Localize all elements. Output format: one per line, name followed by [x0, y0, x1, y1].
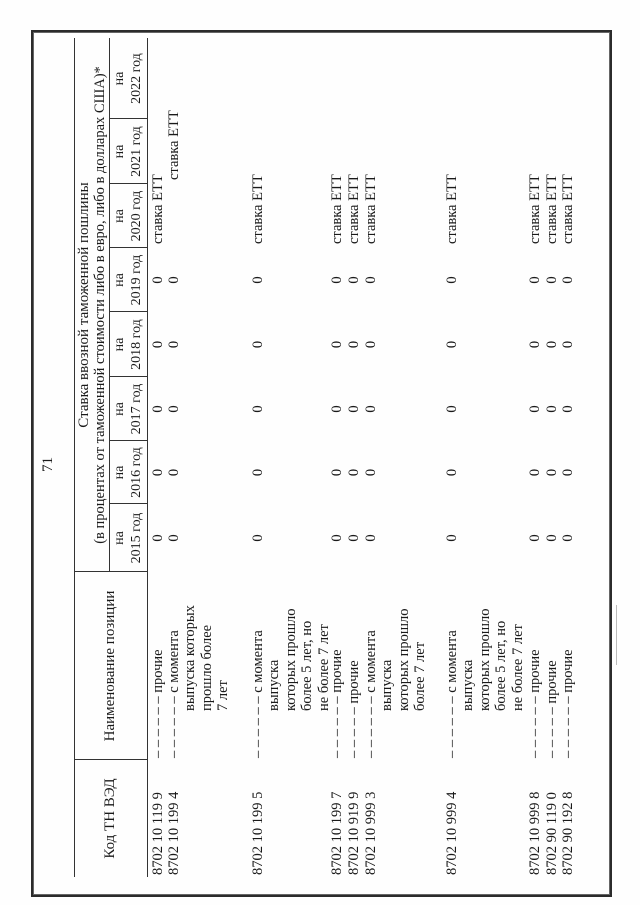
- row-name-line: – – – – – – прочие: [150, 649, 166, 758]
- row-rate-value: 0: [166, 276, 182, 284]
- row-rate-value: 0: [166, 405, 182, 413]
- row-name-line: не более 7 лет: [315, 624, 332, 711]
- row-rate-value: 0: [329, 340, 345, 349]
- row-rate-value: 0: [346, 468, 362, 477]
- row-code: 8702 10 199 4: [166, 791, 182, 875]
- row-name-line: которых прошло: [395, 608, 412, 711]
- row-rate-value: 0: [544, 340, 560, 349]
- row-rate-value: 0: [544, 405, 560, 413]
- row-name-line: выпуска: [379, 659, 396, 711]
- row-rate-value: 0: [527, 468, 543, 477]
- header-bottom-rule: [147, 38, 148, 877]
- row-rate-value: 0: [363, 468, 379, 477]
- row-name-line: – – – – – – прочие: [329, 649, 345, 758]
- row-rate-value: 0: [544, 468, 560, 477]
- row-rate-value: 0: [363, 405, 379, 413]
- year-header-label: на: [112, 402, 127, 416]
- row-rate-value: 0: [346, 276, 362, 284]
- row-rate-value: 0: [166, 468, 182, 477]
- row-rate-value: 0: [150, 468, 166, 477]
- year-header-year: 2022 год: [129, 53, 144, 104]
- row-rate-value: 0: [150, 340, 166, 349]
- row-rate-value: 0: [527, 340, 543, 349]
- row-rate-value: 0: [329, 468, 345, 477]
- row-rate-value: ставка ЕТТ: [329, 174, 345, 244]
- row-rate-value: ставка ЕТТ: [527, 174, 543, 244]
- row-rate-value: 0: [527, 534, 543, 542]
- row-rate-value: 0: [444, 340, 460, 349]
- row-rate-value: ставка ЕТТ: [346, 174, 362, 244]
- row-code: 8702 10 119 9: [150, 792, 166, 875]
- year-header-label: на: [112, 273, 127, 287]
- row-name-line: более 5 лет, но: [493, 620, 510, 711]
- code-column-header: Код ТН ВЭД: [102, 778, 118, 859]
- scan-edge-mark: [616, 605, 617, 665]
- row-rate-value: 0: [166, 534, 182, 542]
- row-rate-value: 0: [250, 405, 266, 413]
- row-rate-value: 0: [150, 405, 166, 413]
- row-rate-value: 0: [444, 534, 460, 542]
- row-rate-value: 0: [329, 534, 345, 542]
- row-name-line: выпуска: [460, 659, 477, 711]
- year-header-year: 2021 год: [129, 126, 144, 177]
- row-rate-value: 0: [150, 276, 166, 284]
- row-rate-value: 0: [560, 468, 576, 477]
- row-code: 8702 10 999 3: [363, 791, 379, 875]
- rotated-tariff-table: [32, 30, 608, 892]
- row-rate-value: 0: [250, 534, 266, 542]
- row-rate-value: 0: [363, 276, 379, 284]
- row-rate-value: ставка ЕТТ: [560, 174, 576, 244]
- row-rate-value: 0: [150, 534, 166, 542]
- row-rate-value: ставка ЕТТ: [250, 174, 266, 244]
- row-name-line: – – – – – – с момента: [363, 630, 379, 758]
- year-header-year: 2019 год: [129, 254, 144, 306]
- row-rate-value: 0: [560, 534, 576, 542]
- row-rate-value: 0: [527, 405, 543, 413]
- row-name-line: которых прошло: [282, 608, 299, 711]
- row-code: 8702 90 192 8: [560, 791, 576, 875]
- row-name-line: выпуска: [266, 659, 283, 711]
- row-rate-value: 0: [329, 276, 345, 284]
- row-code: 8702 90 119 0: [544, 792, 560, 875]
- row-name-line: не более 7 лет: [509, 624, 526, 711]
- row-code: 8702 10 199 7: [329, 791, 345, 875]
- row-rate-value: 0: [363, 534, 379, 542]
- row-rate-value: ставка ЕТТ: [544, 174, 560, 244]
- row-rate-value: 0: [346, 405, 362, 413]
- row-rate-value: 0: [527, 276, 543, 284]
- row-rate-value: ставка ЕТТ: [444, 174, 460, 244]
- row-rate-value: 0: [166, 340, 182, 349]
- row-name-line: которых прошло: [476, 608, 493, 711]
- row-name-line: – – – – – прочие: [346, 660, 362, 758]
- year-header-label: на: [112, 465, 127, 480]
- year-header-label: на: [112, 531, 127, 545]
- row-rate-value: ставка ЕТТ: [363, 174, 379, 244]
- row-rate-value: ставка ЕТТ: [150, 174, 166, 244]
- row-rate-value: ставка ЕТТ: [166, 110, 182, 180]
- row-code: 8702 10 999 4: [444, 791, 460, 875]
- row-rate-value: 0: [250, 276, 266, 284]
- year-header-label: на: [112, 71, 127, 86]
- row-rate-value: 0: [346, 340, 362, 349]
- row-rate-value: 0: [444, 468, 460, 477]
- row-rate-value: 0: [560, 340, 576, 349]
- year-header-label: на: [112, 337, 127, 352]
- rate-title: Ставка ввозной таможенной пошлины: [76, 182, 92, 428]
- row-rate-value: 0: [346, 534, 362, 542]
- year-header-label: на: [112, 144, 127, 159]
- year-header-year: 2018 год: [129, 319, 144, 370]
- row-rate-value: 0: [250, 340, 266, 349]
- row-rate-value: 0: [363, 340, 379, 349]
- row-code: 8702 10 999 8: [527, 791, 543, 875]
- row-rate-value: 0: [544, 276, 560, 284]
- row-rate-value: 0: [560, 405, 576, 413]
- row-name-line: прошло более: [198, 624, 215, 711]
- year-header-year: 2017 год: [129, 383, 144, 435]
- row-rate-value: 0: [444, 276, 460, 284]
- row-name-line: 7 лет: [215, 680, 232, 711]
- row-code: 8702 10 919 9: [346, 791, 362, 875]
- row-rate-value: 0: [544, 534, 560, 542]
- row-code: 8702 10 199 5: [250, 791, 266, 875]
- row-name-line: – – – – – – прочие: [560, 649, 576, 758]
- row-rate-value: 0: [250, 468, 266, 477]
- row-name-line: более 7 лет: [412, 641, 429, 711]
- year-header-year: 2020 год: [129, 190, 144, 242]
- year-header-label: на: [112, 209, 127, 223]
- row-name-line: – – – – – прочие: [544, 660, 560, 758]
- name-column-header: Наименование позиции: [102, 590, 118, 742]
- row-name-line: – – – – – – с момента: [166, 630, 182, 758]
- row-rate-value: 0: [329, 405, 345, 413]
- year-header-year: 2016 год: [129, 447, 144, 498]
- row-name-line: более 5 лет, но: [299, 620, 316, 711]
- row-name-line: – – – – – – с момента: [444, 630, 460, 758]
- rate-subtitle: (в процентах от таможенной стоимости либо в евро, либо в долларах США)*: [92, 66, 108, 544]
- page-number: 71: [40, 457, 56, 472]
- row-rate-value: 0: [560, 276, 576, 284]
- row-rate-value: 0: [444, 405, 460, 413]
- year-header-year: 2015 год: [129, 512, 144, 564]
- row-name-line: выпуска которых: [182, 605, 199, 711]
- row-name-line: – – – – – – прочие: [527, 649, 543, 758]
- header-top-rule: [74, 38, 75, 877]
- row-name-line: – – – – – – с момента: [250, 630, 266, 758]
